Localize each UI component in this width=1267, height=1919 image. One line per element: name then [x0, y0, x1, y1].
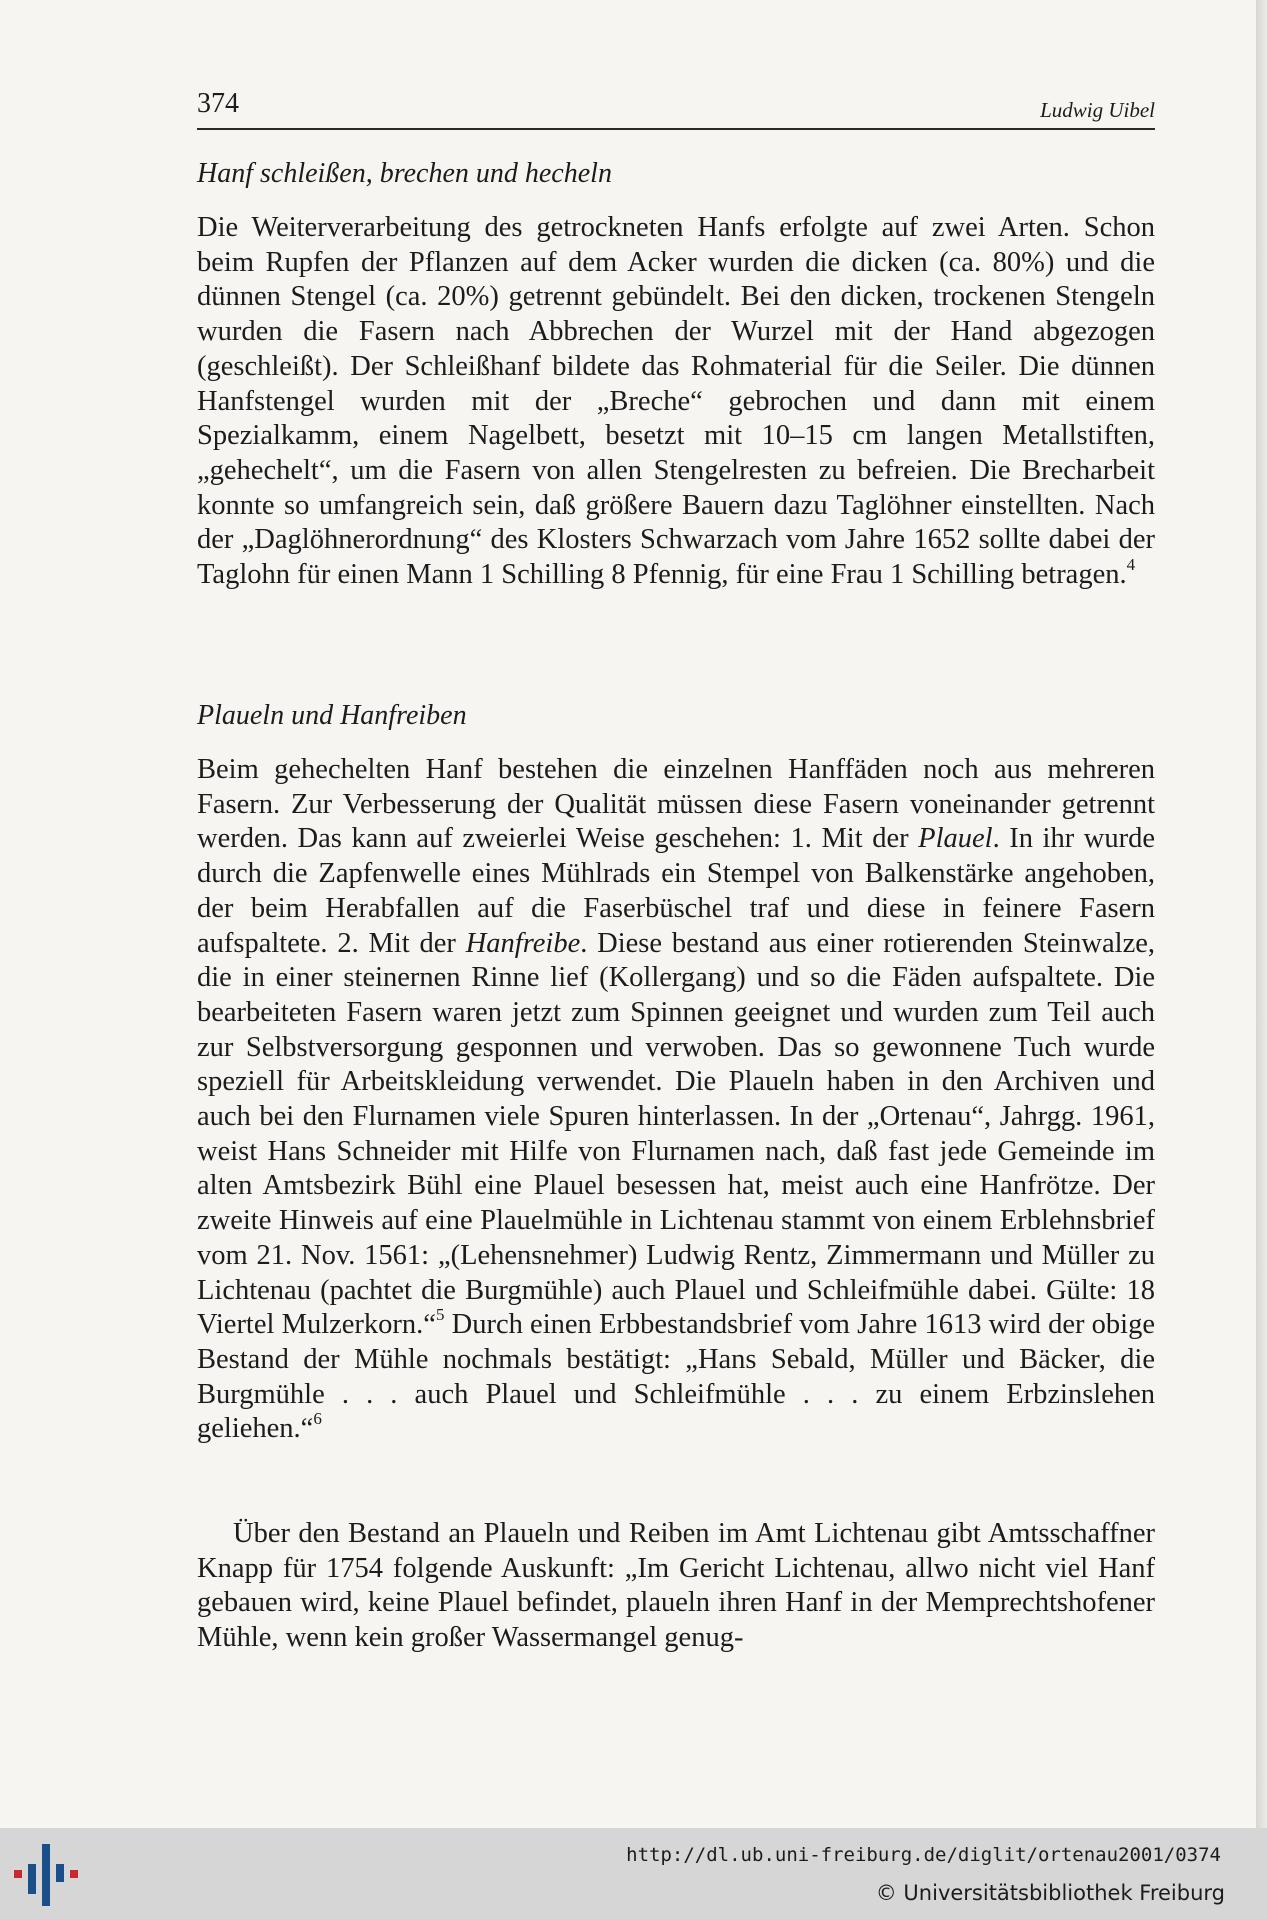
paragraph-text: . Diese bestand aus einer rotierenden Steinwalze, die in einer steinernen Rinne lief (Kollergang) und so die Fäden aufspaltete. Die bearbeiteten Fasern waren jetzt zum Spinnen geeignet und wurden zum Teil auch zur Selbstversorgung gesponnen und verwoben. Das so gewonnene Tuch wurde speziell für Arbeitskleidung verwendet. Die Plaueln haben in den Archiven und auch bei den Flurnamen viele Spuren hinterlassen. In der „Ortenau“, Jahrgg. 1961, weist Hans Schneider mit Hilfe von Flurnamen nach, daß fast jede Gemeinde im alten Amtsbezirk Bühl eine Plauel besessen hat, meist auch eine Hanfrötze. Der zweite Hinweis auf eine Plauelmühle in Lichtenau stammt von einem Erblehnsbrief vom 21. Nov. 1561: „(Lehensnehmer) Ludwig Rentz, Zimmermann und Müller zu Lichtenau (pachtet die Burgmühle) auch Plauel und Schleifmühle dabei. Gülte: 18 Viertel Mulzerkorn.“	[197, 927, 1155, 1341]
section-heading-hanf: Hanf schleißen, brechen und hecheln	[197, 158, 612, 189]
paragraph-text: . In ihr wurde durch die Zapfenwelle eines Mühlrads ein Stempel von Balkenstärke angehoben, der beim Herabfallen auf die Faserbüschel traf und diese in feinere Fasern aufspaltete. 2. Mit der	[197, 823, 1156, 959]
paragraph-bestand	[197, 1517, 1155, 1656]
page-edge	[1256, 0, 1267, 1828]
logo-square	[14, 1870, 22, 1878]
section-heading-plaueln: Plaueln und Hanfreiben	[197, 700, 467, 731]
paragraph-text: Über den Bestand an Plaueln und Reiben im Amt Lichtenau gibt Amtsschaffner Knapp für 1754 folgende Auskunft: „Im Gericht Lichtenau, allwo nicht viel Hanf gebauen wird, keine Plauel befindet, plaueln ihren Hanf in der Memprechtshofener Mühle, wenn kein großer Wassermangel genug-	[197, 1518, 1155, 1654]
paragraph-text: Durch einen Erbbestandsbrief vom Jahre 1613 wird der obige Bestand der Mühle nochmals bestätigt: „Hans Sebald, Müller und Bäcker, die Burgmühle . . . auch Plauel und Schleifmühle . . . zu einem Erbzinslehen geliehen.“	[197, 1309, 1155, 1445]
logo-bar	[42, 1844, 50, 1906]
paragraph-hanf	[197, 211, 1155, 593]
permalink-url[interactable]: http://dl.ub.uni-freiburg.de/diglit/ortenau2001/0374	[626, 1844, 1221, 1866]
page-header	[197, 84, 1155, 130]
term-plauel: Plauel	[918, 823, 993, 855]
running-head: Ludwig Uibel	[1040, 98, 1155, 122]
paragraph-text: Beim gehechelten Hanf bestehen die einzelnen Hanffäden noch aus mehreren Fasern. Zur Verbesserung der Qualität müssen diese Fasern voneinander getrennt werden. Das kann auf zweierlei Weise geschehen: 1. Mit der	[197, 754, 1155, 855]
copyright-notice: © Universitätsbibliothek Freiburg	[875, 1881, 1225, 1905]
term-hanfreibe: Hanfreibe	[465, 927, 581, 959]
footnote-ref[interactable]: 4	[1126, 555, 1136, 575]
logo-bar	[28, 1864, 36, 1894]
logo-bar	[56, 1864, 64, 1882]
footer-bar	[0, 1828, 1267, 1919]
page-number: 374	[197, 88, 239, 119]
logo-square	[70, 1870, 78, 1878]
library-logo-icon[interactable]	[14, 1844, 80, 1906]
footnote-ref[interactable]: 5	[435, 1305, 445, 1325]
footnote-ref[interactable]: 6	[313, 1409, 322, 1429]
paragraph-text: Die Weiterverarbeitung des getrockneten Hanfs erfolgte auf zwei Arten. Schon beim Rupfen der Pflanzen auf dem Acker wurden die dicken (ca. 80%) und die dünnen Stengel (ca. 20%) getrennt gebündelt. Bei den dicken, trockenen Stengeln wurden die Fasern nach Abbrechen der Wurzel mit der Hand abgezogen (geschleißt). Der Schleißhanf bildete das Rohmaterial für die Seiler. Die dünnen Hanfstengel wurden mit der „Breche“ gebrochen und dann mit einem Spezialkamm, einem Nagelbett, besetzt mit 10–15 cm langen Metallstiften, „gehechelt“, um die Fasern von allen Stengelresten zu befreien. Die Brecharbeit konnte so umfangreich sein, daß größere Bauern dazu Taglöhner einstellten. Nach der „Daglöhnerordnung“ des Klosters Schwarzach vom Jahre 1652 sollte dabei der Taglohn für einen Mann 1 Schilling 8 Pfennig, für eine Frau 1 Schilling betragen.	[197, 212, 1155, 591]
paragraph-plaueln	[197, 753, 1155, 1447]
